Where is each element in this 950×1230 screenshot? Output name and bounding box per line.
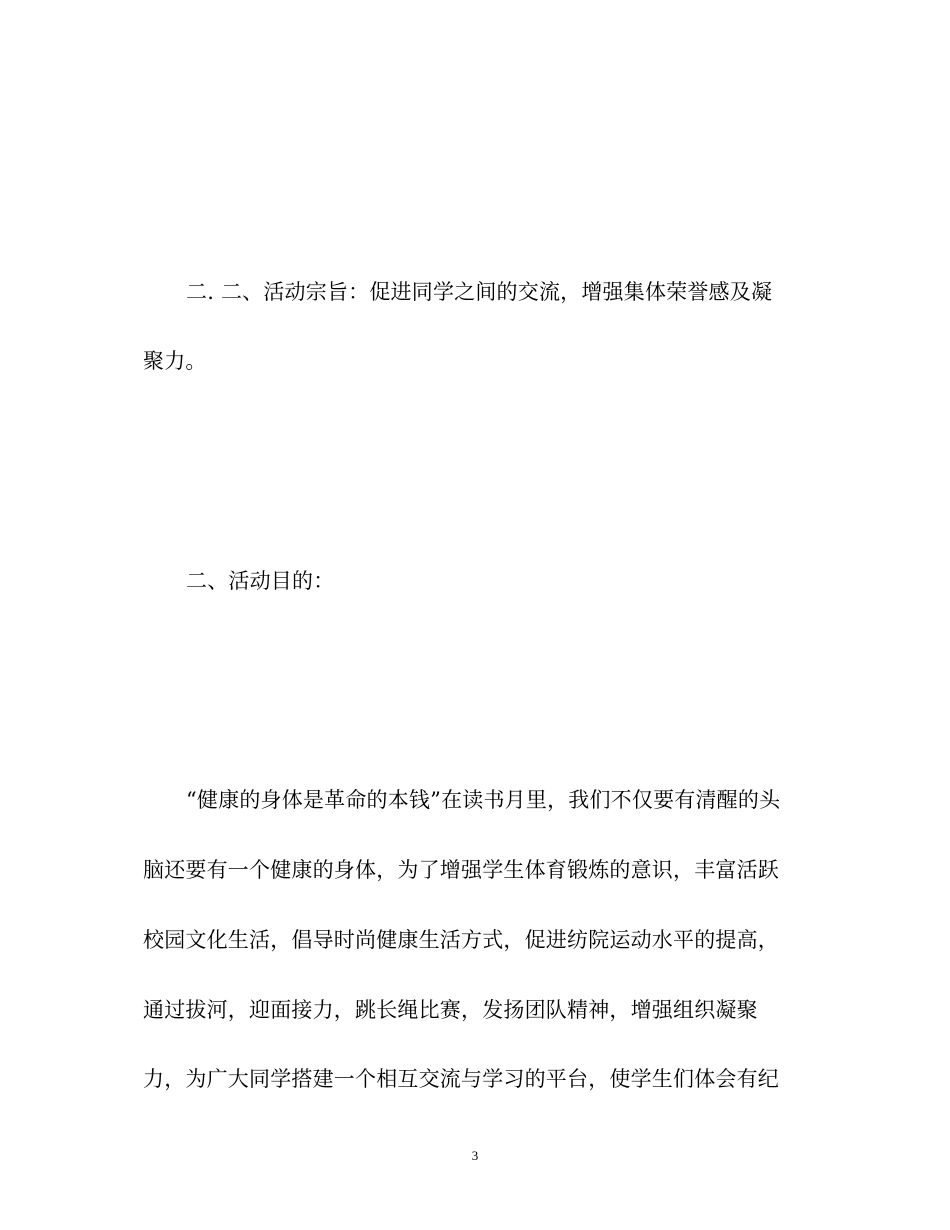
paragraph-body-line-4: 通过拔河，迎面接力，跳长绳比赛，发扬团队精神，增强组织凝聚 [143,998,758,1022]
paragraph-purpose-line-2: 聚力。 [143,349,207,373]
paragraph-body-line-5: 力，为广大同学搭建一个相互交流与学习的平台，使学生们体会有纪 [143,1067,779,1091]
paragraph-body-line-1: “健康的身体是革命的本钱”在读书月里，我们不仅要有清醒的头 [186,788,781,812]
paragraph-purpose-line-1: 二. 二、活动宗旨：促进同学之间的交流，增强集体荣誉感及凝 [186,280,773,304]
paragraph-body-line-2: 脑还要有一个健康的身体，为了增强学生体育锻炼的意识，丰富活跃 [143,858,779,882]
section-heading-objective: 二、活动目的： [186,569,335,593]
paragraph-body-line-3: 校园文化生活，倡导时尚健康生活方式，促进纺院运动水平的提高， [143,928,779,952]
page-number: 3 [471,1148,479,1163]
